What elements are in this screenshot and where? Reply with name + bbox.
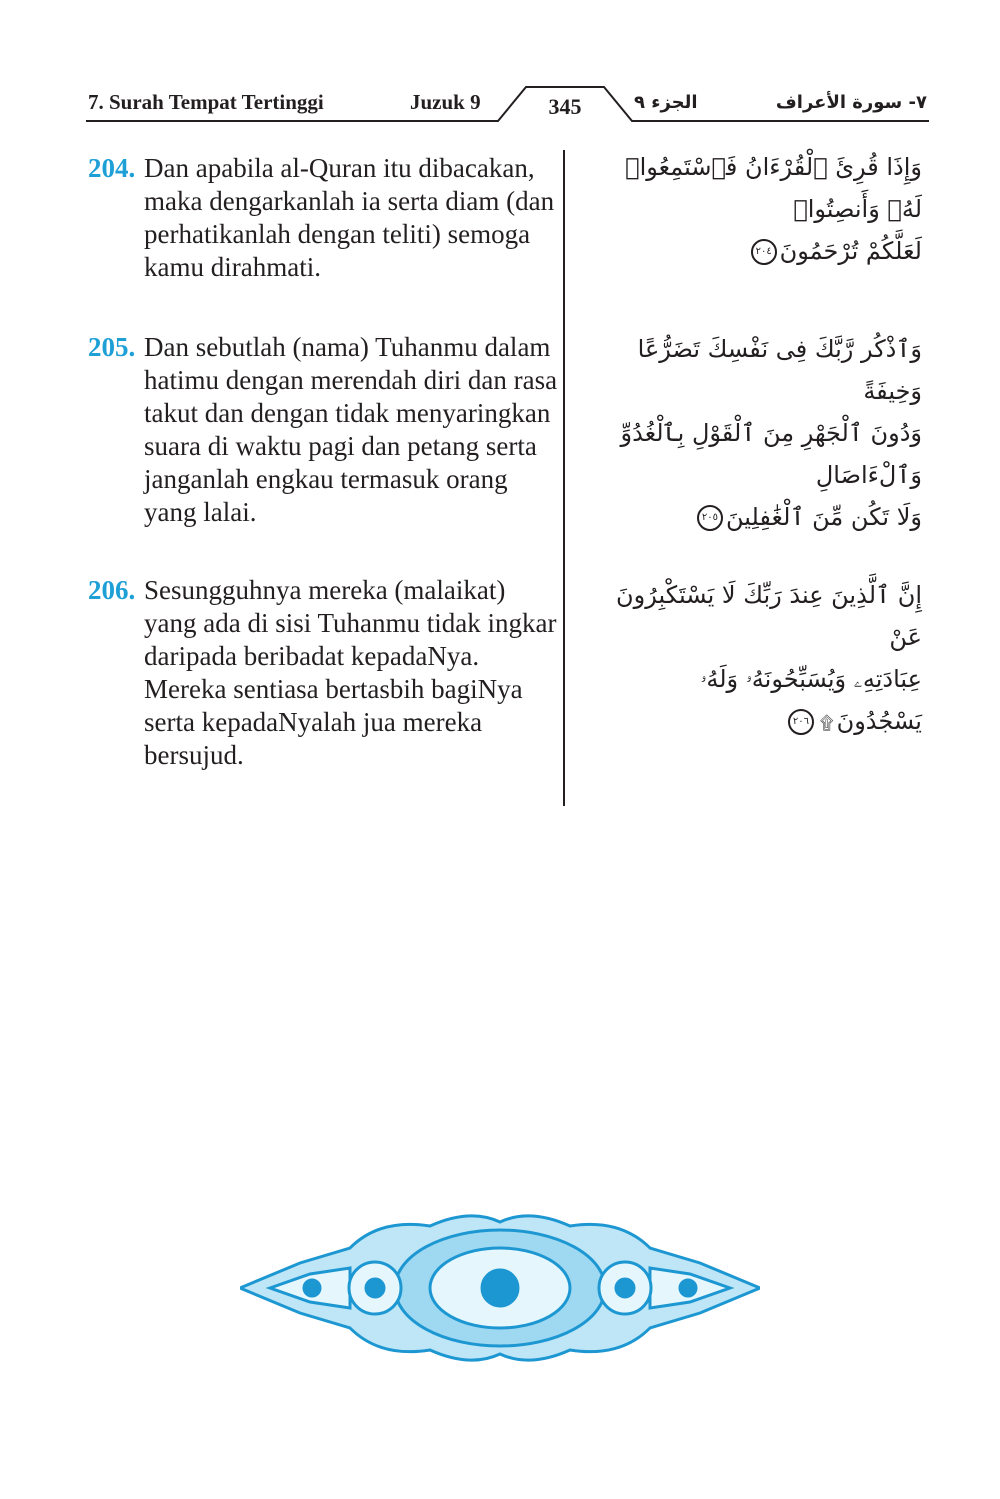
arabic-line: عِبَادَتِهِۦ وَيُسَبِّحُونَهُۥ وَلَهُۥ يَسْجُدُونَ bbox=[700, 665, 922, 735]
verse-number: 205. bbox=[88, 332, 136, 362]
page-header bbox=[86, 84, 929, 124]
verse-text: Sesungguhnya mereka (malaikat) yang ada di sisi Tuhanmu tidak ingkar daripada beribadat kepadaNya. Mereka sentiasa bertasbih bagiNya serta kepadaNyalah jua mereka bersujud. bbox=[144, 575, 557, 770]
verse-arabic-204 bbox=[590, 146, 922, 272]
verse-text: Dan apabila al-Quran itu dibacakan, maka dengarkanlah ia serta diam (dan perhatikanlah dengan teliti) semoga kamu dirahmati. bbox=[144, 153, 555, 282]
verse-translation-205 bbox=[88, 331, 558, 529]
ayah-end-marker: ٢٠٦ bbox=[788, 709, 814, 735]
arabic-line: وَإِذَا قُرِئَ ٱلْقُرْءَانُ فَٱسْتَمِعُوا۟ لَهُۥ وَأَنصِتُوا۟ bbox=[625, 153, 922, 223]
ayah-end-marker: ٢٠٤ bbox=[751, 239, 777, 265]
surah-title-latin: 7. Surah Tempat Tertinggi bbox=[88, 90, 324, 114]
ayah-end-marker: ٢٠٥ bbox=[697, 505, 723, 531]
verse-number: 204. bbox=[88, 153, 136, 183]
arabic-line-last bbox=[590, 658, 922, 745]
verse-text: Dan sebutlah (nama) Tuhanmu dalam hatimu dengan merendah diri dan rasa takut dan dengan tidak menyaringkan suara di waktu pagi dan petang serta janganlah engkau termasuk orang yang lalai. bbox=[144, 332, 558, 527]
arabic-line: إِنَّ ٱلَّذِينَ عِندَ رَبِّكَ لَا يَسْتَكْبِرُونَ عَنْ bbox=[616, 581, 922, 651]
arabic-line-last bbox=[590, 496, 922, 538]
juz-label-latin: Juzuk 9 bbox=[410, 90, 481, 114]
arabic-line: وَٱذْكُر رَّبَّكَ فِى نَفْسِكَ تَضَرُّعًا وَخِيفَةً bbox=[637, 335, 922, 405]
arabic-line-last bbox=[590, 230, 922, 272]
arabic-line: لَعَلَّكُمْ تُرْحَمُونَ bbox=[779, 237, 922, 265]
column-divider bbox=[563, 150, 565, 806]
floral-ornament-icon bbox=[240, 1208, 760, 1368]
surah-title-arabic: ٧- سورة الأعراف bbox=[775, 92, 927, 113]
arabic-line: وَلَا تَكُن مِّنَ ٱلْغَٰفِلِينَ bbox=[725, 503, 922, 531]
verse-number: 206. bbox=[88, 575, 136, 605]
verse-arabic-205 bbox=[590, 328, 922, 538]
verse-arabic-206 bbox=[590, 574, 922, 745]
verse-translation-206 bbox=[88, 574, 558, 772]
arabic-line: وَدُونَ ٱلْجَهْرِ مِنَ ٱلْقَوْلِ بِٱلْغُدُوِّ وَٱلْءَاصَالِ bbox=[620, 419, 922, 489]
page-number: 345 bbox=[548, 94, 582, 119]
sajda-icon: ۩ bbox=[819, 713, 834, 734]
juz-label-arabic: الجزء ٩ bbox=[634, 92, 698, 113]
verse-translation-204 bbox=[88, 152, 558, 284]
